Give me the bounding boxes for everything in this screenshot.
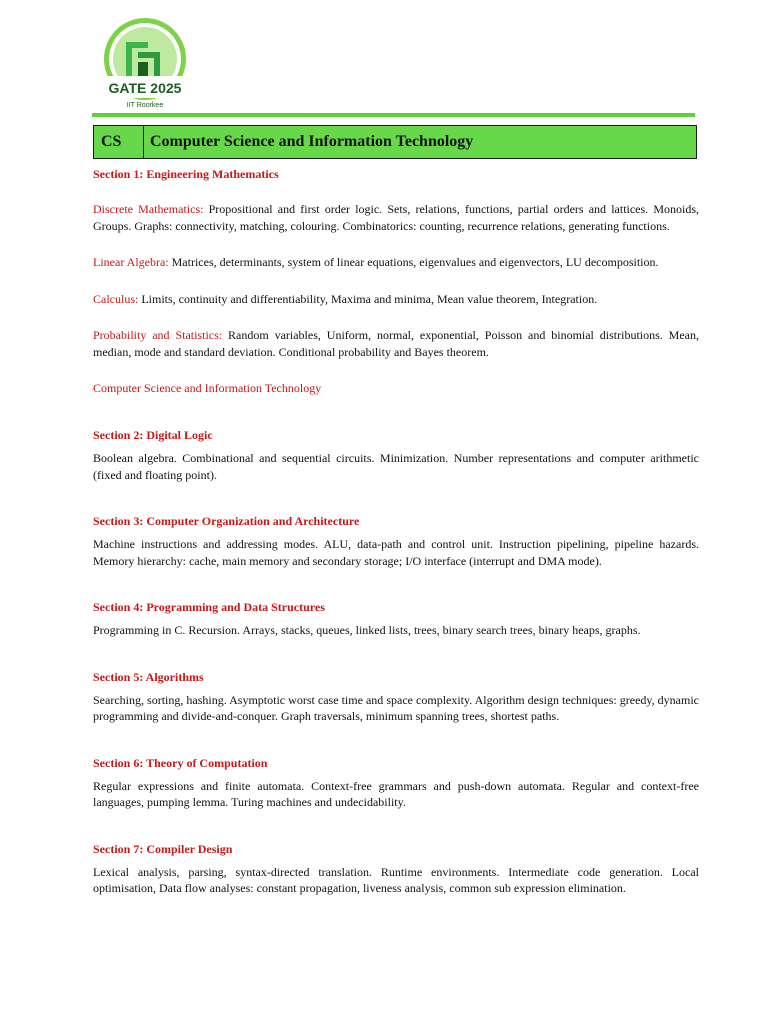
logo-iit-text: IIT Roorkee (126, 102, 164, 109)
gate-logo-emblem (92, 14, 198, 112)
calculus-paragraph (93, 291, 699, 308)
calculus-label: Calculus: (93, 291, 139, 306)
paper-title: Computer Science and Information Technology (150, 133, 474, 150)
section-5-title: Section 5: Algorithms (93, 669, 204, 684)
section-6-text: Regular expressions and finite automata. Context-free grammars and push-down automata. Regular and context-free languages, pumping lemma. Turing machines and undecidability. (93, 778, 699, 809)
section-3-text: Machine instructions and addressing modes. ALU, data-path and control unit. Instruction pipelining, pipeline hazards. Memory hierarchy: cache, main memory and secondary storage; I/O interface (interrupt and DMA mode). (93, 537, 699, 568)
linear-algebra-text: Matrices, determinants, system of linear equations, eigenvalues and eigenvectors, LU decomposition. (168, 255, 659, 269)
discrete-math-label: Discrete Mathematics: (93, 202, 204, 216)
syllabus-content (93, 166, 699, 897)
paper-title-box (93, 125, 697, 159)
section-6-title: Section 6: Theory of Computation (93, 755, 268, 770)
linear-algebra-label: Linear Algebra: (93, 255, 169, 269)
section-5-text: Searching, sorting, hashing. Asymptotic worst case time and space complexity. Algorithm design techniques: greedy, dynamic programming and divide-and-conquer. Graph traversals, minimum spanning trees, shortest paths. (93, 692, 699, 723)
paper-code: CS (94, 126, 144, 158)
gate-2025-logo (92, 14, 198, 112)
section-2-text: Boolean algebra. Combinational and sequential circuits. Minimization. Number representations and computer arithmetic (fixed and floating point). (93, 451, 699, 482)
probability-label: Probability and Statistics: (93, 328, 223, 342)
section-1-title: Section 1: Engineering Mathematics (93, 167, 279, 181)
probability-paragraph (93, 327, 699, 360)
section-3-title: Section 3: Computer Organization and Architecture (93, 514, 360, 528)
probability-text: Random variables, Uniform, normal, exponential, Poisson and binomial distributions. Mean, median, mode and standard deviation. Conditional probability and Bayes theorem. (93, 328, 700, 359)
calculus-text: Limits, continuity and differentiability, Maxima and minima, Mean value theorem, Integration. (138, 291, 598, 306)
section-7-title: Section 7: Compiler Design (93, 841, 233, 856)
section-4-text: Programming in C. Recursion. Arrays, stacks, queues, linked lists, trees, binary search trees, binary heaps, graphs. (93, 623, 641, 637)
section-2-title: Section 2: Digital Logic (93, 428, 213, 442)
logo-gate-text: GATE 2025 (108, 80, 182, 96)
discrete-math-paragraph (93, 201, 699, 234)
discrete-math-text: Propositional and first order logic. Sets, relations, functions, partial orders and lattices. Monoids, Groups. Graphs: connectivity, matching, colouring. Combinatorics: counting, recurrence relations, generating functions. (93, 202, 700, 233)
linear-algebra-paragraph (93, 254, 699, 271)
cs-subheading: Computer Science and Information Technology (93, 381, 322, 395)
header-divider (92, 113, 695, 117)
section-7-text: Lexical analysis, parsing, syntax-directed translation. Runtime environments. Intermediate code generation. Local optimisation, Data flow analyses: constant propagation, liveness analysis, common sub expression elimination. (93, 864, 699, 895)
section-4-title: Section 4: Programming and Data Structures (93, 600, 325, 614)
